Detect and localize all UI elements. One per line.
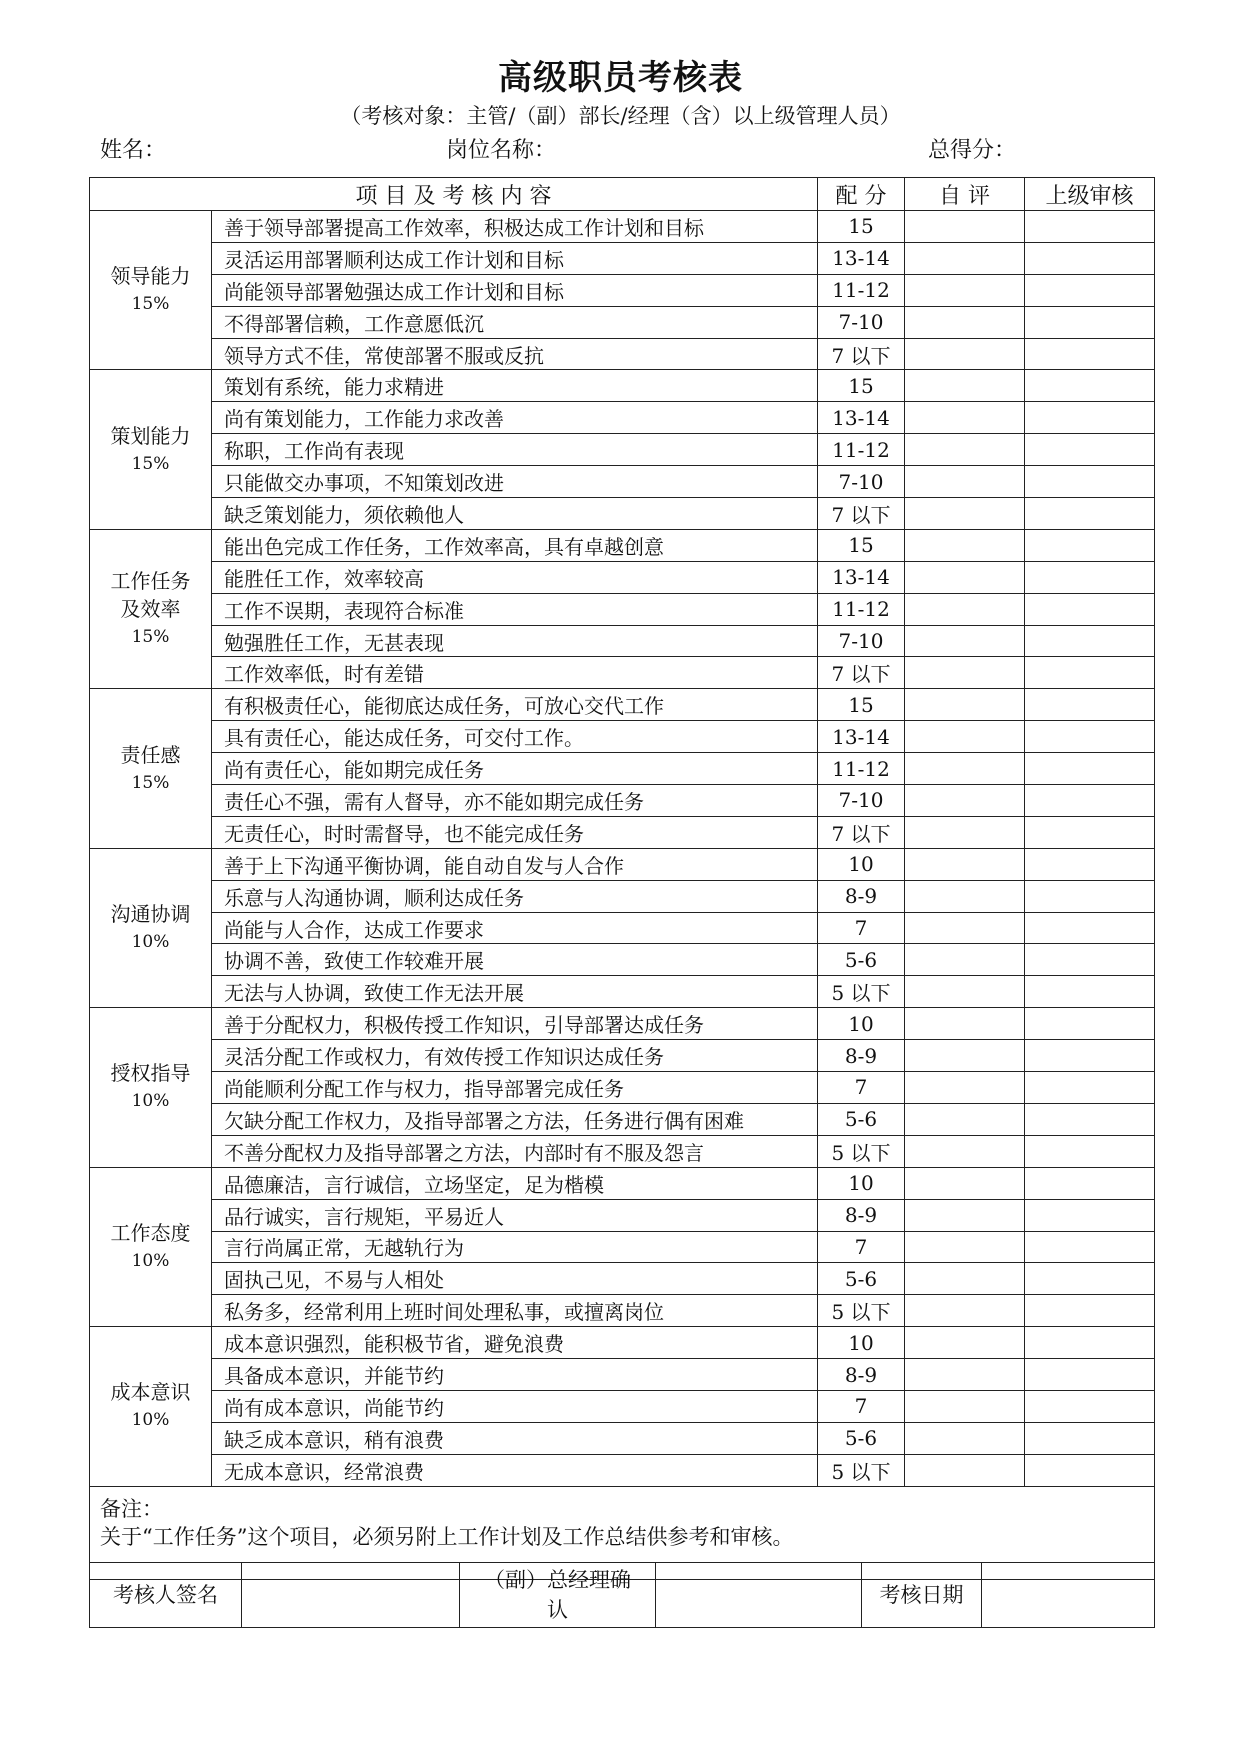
self-eval-cell[interactable] xyxy=(905,370,1025,402)
superior-review-cell[interactable] xyxy=(1025,880,1155,912)
table-row xyxy=(90,1167,1155,1199)
self-eval-cell[interactable] xyxy=(905,657,1025,689)
superior-review-cell[interactable] xyxy=(1025,912,1155,944)
table-row xyxy=(90,498,1155,530)
criterion-score: 5-6 xyxy=(818,1103,905,1135)
table-row xyxy=(90,657,1155,689)
table-row xyxy=(90,561,1155,593)
table-row xyxy=(90,274,1155,306)
header-self-eval: 自 评 xyxy=(905,178,1025,211)
table-row xyxy=(90,529,1155,561)
table-row xyxy=(90,370,1155,402)
superior-review-cell[interactable] xyxy=(1025,498,1155,530)
superior-review-cell[interactable] xyxy=(1025,211,1155,243)
criterion-description: 策划有系统，能力求精进 xyxy=(212,370,818,402)
category-name: 成本意识 xyxy=(110,1380,191,1405)
criterion-score: 15 xyxy=(818,529,905,561)
criterion-score: 7-10 xyxy=(818,466,905,498)
criterion-description: 领导方式不佳，常使部署不服或反抗 xyxy=(212,338,818,370)
table-row xyxy=(90,306,1155,338)
self-eval-cell[interactable] xyxy=(905,1327,1025,1359)
table-row xyxy=(90,976,1155,1008)
superior-review-cell[interactable] xyxy=(1025,625,1155,657)
criterion-score: 5 以下 xyxy=(818,1135,905,1167)
category-cell xyxy=(90,370,212,529)
criterion-description: 无法与人协调，致使工作无法开展 xyxy=(212,976,818,1008)
criterion-description: 缺乏策划能力，须依赖他人 xyxy=(212,498,818,530)
superior-review-cell[interactable] xyxy=(1025,689,1155,721)
category-weight: 15% xyxy=(131,453,170,474)
category-cell xyxy=(90,1008,212,1167)
criterion-description: 能胜任工作，效率较高 xyxy=(212,561,818,593)
criterion-description: 尚能领导部署勉强达成工作计划和目标 xyxy=(212,274,818,306)
review-date-field[interactable] xyxy=(982,1563,1155,1628)
criterion-score: 11-12 xyxy=(818,753,905,785)
page-subtitle: （考核对象：主管/（副）部长/经理（含）以上级管理人员） xyxy=(340,104,901,128)
criterion-score: 15 xyxy=(818,689,905,721)
signature-table xyxy=(89,1562,1155,1628)
self-eval-cell[interactable] xyxy=(905,529,1025,561)
table-row xyxy=(90,211,1155,243)
gm-confirm-label xyxy=(460,1563,656,1628)
criterion-description: 成本意识强烈，能积极节省，避免浪费 xyxy=(212,1327,818,1359)
criterion-score: 7-10 xyxy=(818,785,905,817)
criterion-description: 尚能与人合作，达成工作要求 xyxy=(212,912,818,944)
superior-review-cell[interactable] xyxy=(1025,753,1155,785)
superior-review-cell[interactable] xyxy=(1025,1327,1155,1359)
category-weight: 10% xyxy=(131,1410,170,1431)
self-eval-cell[interactable] xyxy=(905,1295,1025,1327)
superior-review-cell[interactable] xyxy=(1025,561,1155,593)
superior-review-cell[interactable] xyxy=(1025,785,1155,817)
criterion-description: 欠缺分配工作权力，及指导部署之方法，任务进行偶有困难 xyxy=(212,1103,818,1135)
criterion-description: 品德廉洁，言行诚信，立场坚定，足为楷模 xyxy=(212,1167,818,1199)
table-row xyxy=(90,816,1155,848)
self-eval-cell[interactable] xyxy=(905,944,1025,976)
table-row xyxy=(90,880,1155,912)
remark-text: 关于“工作任务”这个项目，必须另附上工作计划及工作总结供参考和审核。 xyxy=(100,1524,794,1549)
superior-review-cell[interactable] xyxy=(1025,1263,1155,1295)
self-eval-cell[interactable] xyxy=(905,1008,1025,1040)
superior-review-cell[interactable] xyxy=(1025,1072,1155,1104)
self-eval-cell[interactable] xyxy=(905,1231,1025,1263)
header-score: 配 分 xyxy=(818,178,905,211)
superior-review-cell[interactable] xyxy=(1025,274,1155,306)
category-weight: 10% xyxy=(131,932,170,953)
category-name: 策划能力 xyxy=(110,423,191,448)
criterion-description: 无成本意识，经常浪费 xyxy=(212,1454,818,1486)
superior-review-cell[interactable] xyxy=(1025,1390,1155,1422)
self-eval-cell[interactable] xyxy=(905,498,1025,530)
criterion-score: 10 xyxy=(818,1167,905,1199)
criterion-score: 8-9 xyxy=(818,1040,905,1072)
criterion-score: 13-14 xyxy=(818,561,905,593)
superior-review-cell[interactable] xyxy=(1025,306,1155,338)
self-eval-cell[interactable] xyxy=(905,561,1025,593)
examiner-signature-field[interactable] xyxy=(242,1563,460,1628)
self-eval-cell[interactable] xyxy=(905,1263,1025,1295)
criterion-description: 乐意与人沟通协调，顺利达成任务 xyxy=(212,880,818,912)
superior-review-cell[interactable] xyxy=(1025,721,1155,753)
table-row xyxy=(90,785,1155,817)
criterion-score: 13-14 xyxy=(818,402,905,434)
self-eval-cell[interactable] xyxy=(905,1422,1025,1454)
criterion-score: 8-9 xyxy=(818,1359,905,1391)
table-row xyxy=(90,625,1155,657)
table-row xyxy=(90,1199,1155,1231)
criterion-description: 善于领导部署提高工作效率，积极达成工作计划和目标 xyxy=(212,211,818,243)
criterion-score: 7 xyxy=(818,912,905,944)
superior-review-cell[interactable] xyxy=(1025,1295,1155,1327)
superior-review-cell[interactable] xyxy=(1025,242,1155,274)
superior-review-cell[interactable] xyxy=(1025,1040,1155,1072)
criterion-score: 11-12 xyxy=(818,274,905,306)
superior-review-cell[interactable] xyxy=(1025,976,1155,1008)
criterion-description: 尚有成本意识，尚能节约 xyxy=(212,1390,818,1422)
category-cell xyxy=(90,1327,212,1486)
criterion-description: 私务多，经常利用上班时间处理私事，或擅离岗位 xyxy=(212,1295,818,1327)
criterion-description: 尚有策划能力，工作能力求改善 xyxy=(212,402,818,434)
category-weight: 15% xyxy=(131,772,170,793)
self-eval-cell[interactable] xyxy=(905,466,1025,498)
superior-review-cell[interactable] xyxy=(1025,1231,1155,1263)
criterion-score: 5 以下 xyxy=(818,1454,905,1486)
superior-review-cell[interactable] xyxy=(1025,1103,1155,1135)
criterion-description: 只能做交办事项，不知策划改进 xyxy=(212,466,818,498)
superior-review-cell[interactable] xyxy=(1025,1135,1155,1167)
self-eval-cell[interactable] xyxy=(905,785,1025,817)
examiner-signature-label: 考核人签名 xyxy=(90,1563,242,1628)
criterion-description: 称职，工作尚有表现 xyxy=(212,434,818,466)
criterion-description: 品行诚实，言行规矩，平易近人 xyxy=(212,1199,818,1231)
self-eval-cell[interactable] xyxy=(905,721,1025,753)
self-eval-cell[interactable] xyxy=(905,338,1025,370)
superior-review-cell[interactable] xyxy=(1025,816,1155,848)
criterion-description: 责任心不强，需有人督导，亦不能如期完成任务 xyxy=(212,785,818,817)
category-name: 工作态度 xyxy=(110,1220,191,1245)
superior-review-cell[interactable] xyxy=(1025,1199,1155,1231)
criterion-score: 5 以下 xyxy=(818,976,905,1008)
table-row xyxy=(90,1135,1155,1167)
self-eval-cell[interactable] xyxy=(905,1135,1025,1167)
category-cell xyxy=(90,689,212,848)
criterion-score: 7-10 xyxy=(818,306,905,338)
table-row xyxy=(90,1359,1155,1391)
superior-review-cell[interactable] xyxy=(1025,1359,1155,1391)
superior-review-cell[interactable] xyxy=(1025,657,1155,689)
criterion-description: 不得部署信赖，工作意愿低沉 xyxy=(212,306,818,338)
table-row xyxy=(90,1327,1155,1359)
criterion-score: 7 xyxy=(818,1231,905,1263)
criterion-score: 11-12 xyxy=(818,593,905,625)
category-name: 沟通协调 xyxy=(110,902,191,927)
self-eval-cell[interactable] xyxy=(905,880,1025,912)
position-label: 岗位名称： xyxy=(446,138,557,163)
superior-review-cell[interactable] xyxy=(1025,529,1155,561)
table-row xyxy=(90,434,1155,466)
table-row xyxy=(90,753,1155,785)
self-eval-cell[interactable] xyxy=(905,1167,1025,1199)
table-row xyxy=(90,1295,1155,1327)
table-row xyxy=(90,1231,1155,1263)
criterion-score: 13-14 xyxy=(818,721,905,753)
table-row xyxy=(90,402,1155,434)
criterion-description: 有积极责任心，能彻底达成任务，可放心交代工作 xyxy=(212,689,818,721)
category-name: 领导能力 xyxy=(110,264,191,289)
criterion-description: 不善分配权力及指导部署之方法，内部时有不服及怨言 xyxy=(212,1135,818,1167)
criterion-description: 工作不误期，表现符合标准 xyxy=(212,593,818,625)
table-row xyxy=(90,1008,1155,1040)
self-eval-cell[interactable] xyxy=(905,593,1025,625)
criterion-description: 灵活分配工作或权力，有效传授工作知识达成任务 xyxy=(212,1040,818,1072)
table-row xyxy=(90,593,1155,625)
self-eval-cell[interactable] xyxy=(905,689,1025,721)
self-eval-cell[interactable] xyxy=(905,211,1025,243)
criterion-score: 7 以下 xyxy=(818,498,905,530)
self-eval-cell[interactable] xyxy=(905,976,1025,1008)
gm-confirm-field[interactable] xyxy=(656,1563,862,1628)
self-eval-cell[interactable] xyxy=(905,1072,1025,1104)
criterion-score: 7 以下 xyxy=(818,338,905,370)
self-eval-cell[interactable] xyxy=(905,402,1025,434)
table-row xyxy=(90,1072,1155,1104)
criterion-description: 工作效率低，时有差错 xyxy=(212,657,818,689)
category-name: 工作任务 xyxy=(110,569,191,594)
category-cell xyxy=(90,848,212,1007)
criterion-description: 具备成本意识，并能节约 xyxy=(212,1359,818,1391)
criterion-score: 15 xyxy=(818,211,905,243)
self-eval-cell[interactable] xyxy=(905,306,1025,338)
category-weight: 10% xyxy=(131,1250,170,1271)
table-body xyxy=(90,211,1155,1487)
self-eval-cell[interactable] xyxy=(905,848,1025,880)
self-eval-cell[interactable] xyxy=(905,1199,1025,1231)
self-eval-cell[interactable] xyxy=(905,1359,1025,1391)
self-eval-cell[interactable] xyxy=(905,274,1025,306)
table-header-row xyxy=(90,178,1155,211)
criterion-score: 11-12 xyxy=(818,434,905,466)
criterion-description: 固执己见，不易与人相处 xyxy=(212,1263,818,1295)
criterion-score: 5-6 xyxy=(818,1263,905,1295)
criterion-description: 善于分配权力，积极传授工作知识，引导部署达成任务 xyxy=(212,1008,818,1040)
total-score-label: 总得分： xyxy=(928,138,1017,163)
superior-review-cell[interactable] xyxy=(1025,434,1155,466)
self-eval-cell[interactable] xyxy=(905,1103,1025,1135)
criterion-description: 具有责任心，能达成任务，可交付工作。 xyxy=(212,721,818,753)
self-eval-cell[interactable] xyxy=(905,816,1025,848)
page-title: 高级职员考核表 xyxy=(498,58,743,98)
criterion-description: 无责任心，时时需督导，也不能完成任务 xyxy=(212,816,818,848)
category-name: 授权指导 xyxy=(110,1061,191,1086)
superior-review-cell[interactable] xyxy=(1025,1008,1155,1040)
header-item: 项 目 及 考 核 内 容 xyxy=(90,178,818,211)
criterion-description: 缺乏成本意识，稍有浪费 xyxy=(212,1422,818,1454)
category-cell xyxy=(90,1167,212,1326)
table-row xyxy=(90,721,1155,753)
superior-review-cell[interactable] xyxy=(1025,402,1155,434)
table-row xyxy=(90,944,1155,976)
criterion-score: 10 xyxy=(818,1327,905,1359)
table-row xyxy=(90,1390,1155,1422)
table-row xyxy=(90,242,1155,274)
table-row xyxy=(90,1103,1155,1135)
superior-review-cell[interactable] xyxy=(1025,370,1155,402)
criterion-score: 8-9 xyxy=(818,1199,905,1231)
review-date-label: 考核日期 xyxy=(862,1563,982,1628)
evaluation-table xyxy=(89,177,1155,1580)
criterion-description: 尚有责任心，能如期完成任务 xyxy=(212,753,818,785)
table-row xyxy=(90,1454,1155,1486)
criterion-score: 7-10 xyxy=(818,625,905,657)
table-row xyxy=(90,1040,1155,1072)
criterion-score: 7 以下 xyxy=(818,657,905,689)
superior-review-cell[interactable] xyxy=(1025,848,1155,880)
table-row xyxy=(90,1422,1155,1454)
self-eval-cell[interactable] xyxy=(905,1390,1025,1422)
criterion-score: 5 以下 xyxy=(818,1295,905,1327)
gm-confirm-line1: （副）总经理确 xyxy=(484,1568,631,1592)
gm-confirm-line2: 认 xyxy=(547,1598,568,1622)
criterion-score: 13-14 xyxy=(818,242,905,274)
table-row xyxy=(90,338,1155,370)
superior-review-cell[interactable] xyxy=(1025,466,1155,498)
superior-review-cell[interactable] xyxy=(1025,944,1155,976)
criterion-score: 7 xyxy=(818,1390,905,1422)
table-row xyxy=(90,689,1155,721)
remark-label: 备注： xyxy=(100,1496,163,1521)
criterion-description: 善于上下沟通平衡协调，能自动自发与人合作 xyxy=(212,848,818,880)
self-eval-cell[interactable] xyxy=(905,625,1025,657)
self-eval-cell[interactable] xyxy=(905,1040,1025,1072)
criterion-description: 灵活运用部署顺利达成工作计划和目标 xyxy=(212,242,818,274)
criterion-score: 5-6 xyxy=(818,1422,905,1454)
category-weight: 10% xyxy=(131,1091,170,1112)
name-label: 姓名： xyxy=(100,138,167,163)
criterion-description: 能出色完成工作任务，工作效率高，具有卓越创意 xyxy=(212,529,818,561)
criterion-score: 7 xyxy=(818,1072,905,1104)
criterion-description: 勉强胜任工作，无甚表现 xyxy=(212,625,818,657)
criterion-score: 10 xyxy=(818,848,905,880)
superior-review-cell[interactable] xyxy=(1025,1167,1155,1199)
criterion-description: 协调不善，致使工作较难开展 xyxy=(212,944,818,976)
superior-review-cell[interactable] xyxy=(1025,1454,1155,1486)
signature-row xyxy=(90,1563,1155,1628)
self-eval-cell[interactable] xyxy=(905,753,1025,785)
superior-review-cell[interactable] xyxy=(1025,593,1155,625)
category-weight: 15% xyxy=(131,627,170,648)
criterion-score: 15 xyxy=(818,370,905,402)
criterion-score: 10 xyxy=(818,1008,905,1040)
criterion-score: 7 以下 xyxy=(818,816,905,848)
self-eval-cell[interactable] xyxy=(905,242,1025,274)
superior-review-cell[interactable] xyxy=(1025,1422,1155,1454)
criterion-score: 5-6 xyxy=(818,944,905,976)
self-eval-cell[interactable] xyxy=(905,1454,1025,1486)
self-eval-cell[interactable] xyxy=(905,912,1025,944)
category-name-line2: 及效率 xyxy=(120,597,181,622)
category-cell xyxy=(90,211,212,370)
table-row xyxy=(90,1263,1155,1295)
table-row xyxy=(90,466,1155,498)
category-weight: 15% xyxy=(131,294,170,315)
table-row xyxy=(90,912,1155,944)
category-cell xyxy=(90,529,212,688)
criterion-score: 8-9 xyxy=(818,880,905,912)
category-name: 责任感 xyxy=(120,742,181,767)
table-row xyxy=(90,848,1155,880)
criterion-description: 言行尚属正常，无越轨行为 xyxy=(212,1231,818,1263)
header-superior-review: 上级审核 xyxy=(1025,178,1155,211)
superior-review-cell[interactable] xyxy=(1025,338,1155,370)
criterion-description: 尚能顺利分配工作与权力，指导部署完成任务 xyxy=(212,1072,818,1104)
self-eval-cell[interactable] xyxy=(905,434,1025,466)
